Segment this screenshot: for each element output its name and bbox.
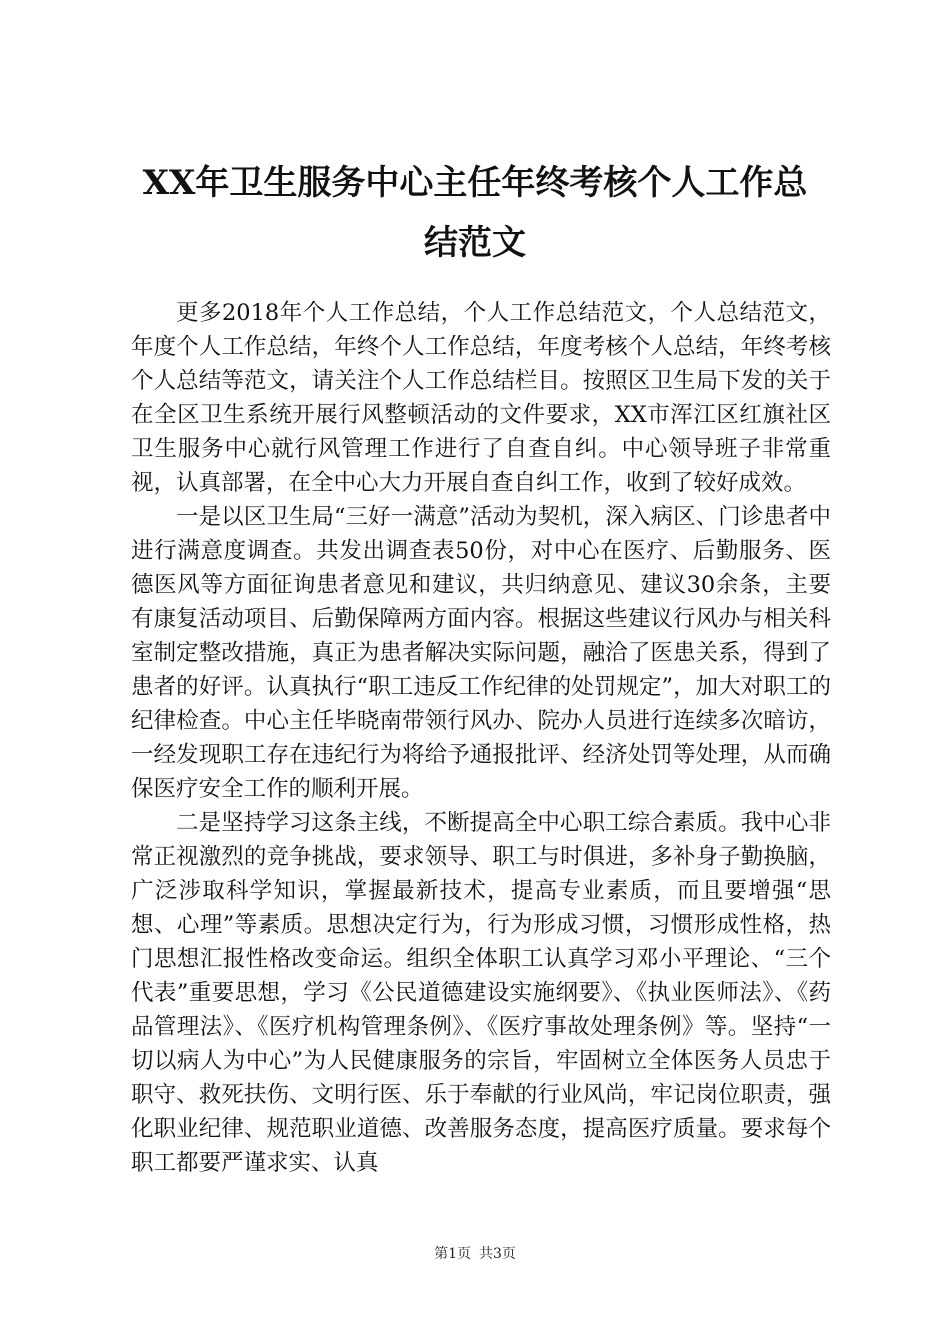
paragraph-point-one: 一是以区卫生局“三好一满意”活动为契机，深入病区、门诊患者中进行满意度调查。共发出调查表50份，对中心在医疗、后勤服务、医德医风等方面征询患者意见和建议，共归纳意见、建议30余条，主要有康复活动项目、后勤保障两方面内容。根据这些建议行风办与相关科室制定整改措施，真正为患者解决实际问题，融洽了医患关系，得到了患者的好评。认真执行“职工违反工作纪律的处罚规定”，加大对职工的纪律检查。中心主任毕晓南带领行风办、院办人员进行连续多次暗访，一经发现职工存在违纪行为将给予通报批评、经济处罚等处理，从而确保医疗安全工作的顺利开展。	[131, 504, 831, 802]
document-title-line-2: 结范文	[424, 223, 526, 263]
page-total: 共3页	[479, 1246, 516, 1262]
document-title-line-1: XX年卫生服务中心主任年终考核个人工作总	[142, 163, 808, 203]
paragraph-point-two: 二是坚持学习这条主线，不断提高全中心职工综合素质。我中心非常正视激烈的竞争挑战，要求领导、职工与时俱进，多补身子勤换脑，广泛涉取科学知识，掌握最新技术，提高专业素质，而且要增强“思想、心理”等素质。思想决定行为，行为形成习惯，习惯形成性格，热门思想汇报性格改变命运。组织全体职工认真学习邓小平理论、“三个代表”重要思想，学习《公民道德建设实施纲要》、《执业医师法》、《药品管理法》、《医疗机构管理条例》、《医疗事故处理条例》等。坚持“一切以病人为中心”为人民健康服务的宗旨，牢固树立全体医务人员忠于职守、救死扶伤、文明行医、乐于奉献的行业风尚，牢记岗位职责，强化职业纪律、规范职业道德、改善服务态度，提高医疗质量。要求每个职工都要严谨求实、认真	[131, 810, 831, 1176]
page-number: 第1页	[434, 1246, 471, 1262]
page-footer	[0, 1244, 950, 1264]
document-body	[131, 296, 831, 1180]
paragraph-intro: 更多2018年个人工作总结，个人工作总结范文，个人总结范文，年度个人工作总结，年终个人工作总结，年度考核个人总结，年终考核个人总结等范文，请关注个人工作总结栏目。按照区卫生局下发的关于在全区卫生系统开展行风整顿活动的文件要求，XX市浑江区红旗社区卫生服务中心就行风管理工作进行了自查自纠。中心领导班子非常重视，认真部署，在全中心大力开展自查自纠工作，收到了较好成效。	[131, 300, 831, 496]
